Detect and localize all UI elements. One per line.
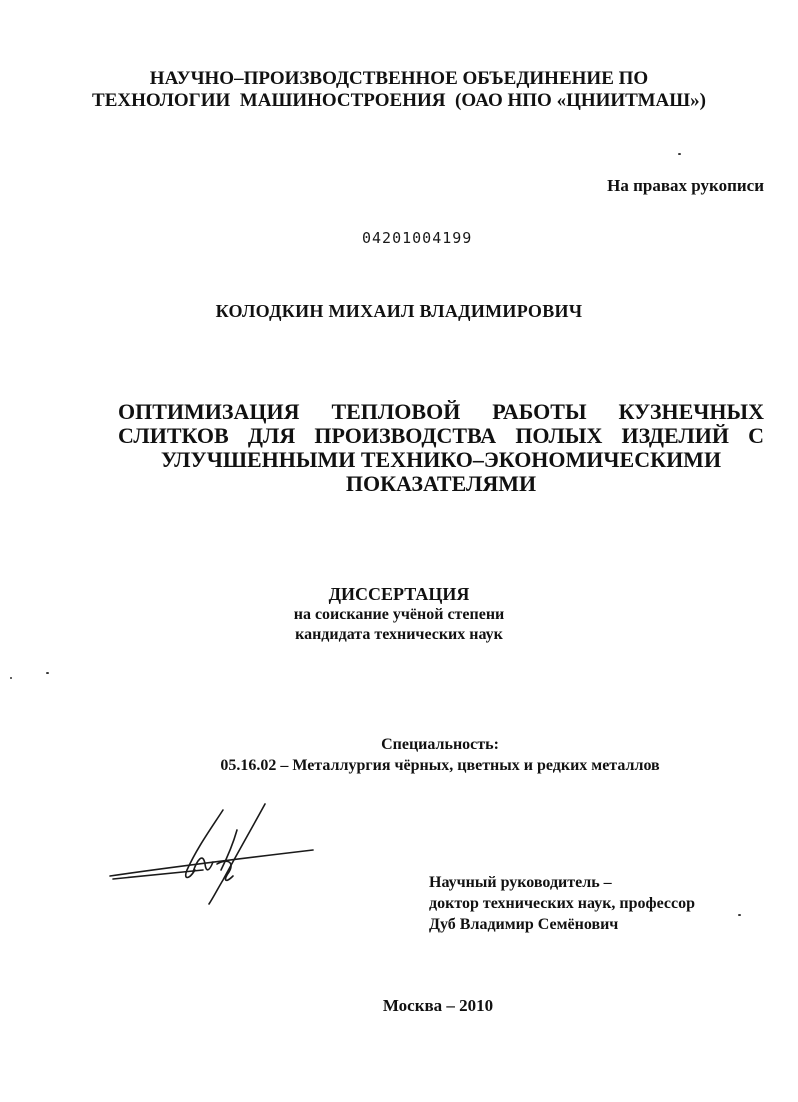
handwritten-signature	[105, 800, 325, 910]
degree-purpose-line-2: кандидата технических наук	[295, 626, 503, 643]
place-and-year: Москва – 2010	[382, 996, 494, 1015]
title-line-1: ОПТИМИЗАЦИЯ ТЕПЛОВОЙ РАБОТЫ КУЗНЕЧНЫХ	[118, 399, 764, 424]
supervisor-label: Научный руководитель –	[429, 874, 612, 891]
title-line-4: ПОКАЗАТЕЛЯМИ	[345, 471, 537, 496]
scan-speck	[738, 914, 741, 916]
organization-line-2: ТЕХНОЛОГИИ МАШИНОСТРОЕНИЯ (ОАО НПО «ЦНИИТМАШ»)	[92, 90, 706, 111]
supervisor-block	[429, 872, 695, 935]
dissertation-block	[0, 584, 798, 645]
scan-speck	[46, 672, 49, 674]
dissertation-heading: ДИССЕРТАЦИЯ	[328, 584, 470, 604]
specialty-label: Специальность:	[381, 736, 499, 753]
supervisor-name: Дуб Владимир Семёнович	[429, 916, 619, 933]
author-name: КОЛОДКИН МИХАИЛ ВЛАДИМИРОВИЧ	[215, 301, 583, 321]
scan-speck	[10, 677, 12, 679]
scan-speck	[678, 153, 681, 155]
title-line-2: СЛИТКОВ ДЛЯ ПРОИЗВОДСТВА ПОЛЫХ ИЗДЕЛИЙ С	[118, 423, 764, 448]
manuscript-note: На правах рукописи	[607, 176, 764, 195]
organization-line-1: НАУЧНО–ПРОИЗВОДСТВЕННОЕ ОБЪЕДИНЕНИЕ ПО	[149, 68, 649, 89]
title-line-3: УЛУЧШЕННЫМИ ТЕХНИКО–ЭКОНОМИЧЕСКИМИ	[160, 447, 722, 472]
dissertation-title	[118, 400, 764, 496]
organization-header	[40, 68, 758, 112]
catalog-code: 04201004199	[362, 229, 473, 247]
specialty-value: 05.16.02 – Металлургия чёрных, цветных и редких металлов	[220, 757, 660, 774]
specialty-block	[0, 734, 798, 776]
supervisor-degree: доктор технических наук, профессор	[429, 895, 696, 912]
degree-purpose-line-1: на соискание учёной степени	[293, 606, 505, 623]
